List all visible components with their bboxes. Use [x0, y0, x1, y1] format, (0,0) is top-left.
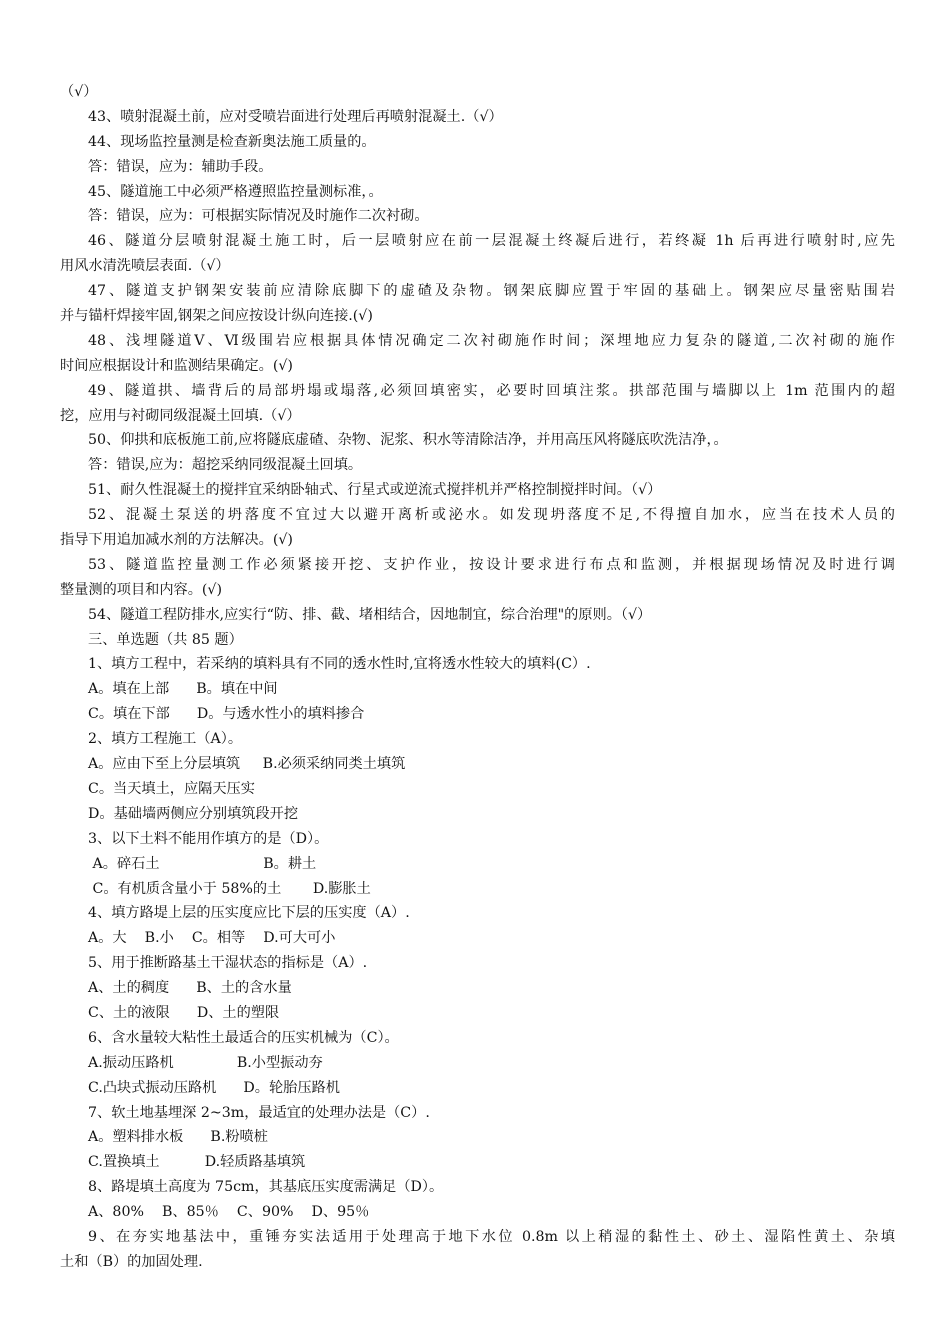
text-line: 53、隧道监控量测工作必须紧接开挖、支护作业，按设计要求进行布点和监测，并根据现场情况及时进行调 [88, 556, 895, 573]
text-line: （√） [60, 84, 98, 100]
text-line: 2、填方工程施工（A）。 [88, 731, 243, 748]
text-line: C。有机质含量小于 58%的土 D.膨胀土 [88, 880, 371, 897]
text-line: 52、混凝土泵送的坍落度不宜过大以避开离析或泌水。如发现坍落度不足,不得擅自加水，应当在技术人员的 [88, 507, 895, 524]
text-line: 挖，应用与衬砌同级混凝土回填.（√） [60, 407, 301, 424]
text-line: 43、喷射混凝土前，应对受喷岩面进行处理后再喷射混凝土.（√） [88, 108, 503, 125]
text-line: 答：错误,应为：超挖采纳同级混凝土回填。 [88, 457, 363, 474]
text-line: 整量测的项目和内容。(√) [60, 581, 222, 598]
text-line: A.振动压路机 B.小型振动夯 [88, 1054, 323, 1071]
text-line: 答：错误，应为：可根据实际情况及时施作二次衬砌。 [88, 208, 429, 225]
text-line: 3、以下土料不能用作填方的是（D）。 [88, 830, 329, 847]
text-line: A。大 B.小 C。相等 D.可大可小 [88, 930, 336, 947]
text-line: 6、含水量较大粘性土最适合的压实机械为（C）。 [88, 1029, 399, 1046]
text-line: 土和（B）的加固处理. [60, 1253, 203, 1270]
text-line: 7、软土地基埋深 2~3m，最适宜的处理办法是（C）. [88, 1104, 430, 1121]
text-line: A、80% B、85％ C、90% D、95％ [88, 1204, 370, 1221]
text-line: 51、耐久性混凝土的搅拌宜采纳卧轴式、行星式或逆流式搅拌机并严格控制搅拌时间。（√） [88, 482, 662, 499]
text-line: 1、填方工程中，若采纳的填料具有不同的透水性时,宜将透水性较大的填料(C）. [88, 656, 591, 673]
text-line: 9、在夯实地基法中，重锤夯实法适用于处理高于地下水位 0.8m 以上稍湿的黏性土、砂土、湿陷性黄土、杂填 [88, 1228, 895, 1245]
text-line: A。塑料排水板 B.粉喷桩 [88, 1129, 268, 1146]
text-line: 48、浅埋隧道Ⅴ、Ⅵ级围岩应根据具体情况确定二次衬砌施作时间；深埋地应力复杂的隧道,二次衬砌的施作 [88, 332, 895, 349]
text-line: A、土的稠度 B、土的含水量 [88, 980, 292, 997]
text-line: C.凸块式振动压路机 D。轮胎压路机 [88, 1079, 340, 1096]
text-line: 50、仰拱和底板施工前,应将隧底虚碴、杂物、泥浆、积水等清除洁净，并用高压风将隧底吹洗洁净，。 [88, 432, 728, 449]
text-line: A。填在上部 B。填在中间 [88, 681, 278, 698]
text-line: 47、隧道支护钢架安装前应清除底脚下的虚碴及杂物。钢架底脚应置于牢固的基础上。钢架应尽量密贴围岩 [88, 283, 895, 300]
text-line: 45、隧道施工中必须严格遵照监控量测标准，。 [88, 183, 383, 200]
section-heading: 三、单选题（共 85 题） [88, 631, 243, 648]
text-line: C。当天填土，应隔天压实 [88, 780, 255, 797]
text-line: 时间应根据设计和监测结果确定。(√) [60, 357, 293, 374]
text-line: A。碎石土 B。耕土 [88, 855, 317, 872]
text-line: 49、隧道拱、墙背后的局部坍塌或塌落,必须回填密实，必要时回填注浆。拱部范围与墙脚以上 1m 范围内的超 [88, 382, 895, 399]
text-line: C。填在下部 D。与透水性小的填料掺合 [88, 706, 365, 723]
text-line: 8、路堤填土高度为 75cm，其基底压实度需满足（D）。 [88, 1179, 444, 1196]
text-line: 答：错误，应为：辅助手段。 [88, 158, 273, 175]
text-line: 并与锚杆焊接牢固,钢架之间应按设计纵向连接.(√) [60, 308, 373, 325]
text-line: 指导下用追加减水剂的方法解决。(√) [60, 532, 293, 549]
text-line: A。应由下至上分层填筑 B.必须采纳同类土填筑 [88, 756, 406, 773]
text-line: C.置换填土 D.轻质路基填筑 [88, 1154, 306, 1171]
text-line: 5、用于推断路基土干湿状态的指标是（A）. [88, 955, 368, 972]
text-line: 用风水清洗喷层表面.（√） [60, 258, 230, 275]
text-line: 54、隧道工程防排水,应实行“防、排、截、堵相结合，因地制宜，综合治理"的原则。（√） [88, 606, 652, 623]
text-line: 44、现场监控量测是检查新奥法施工质量的。 [88, 133, 376, 150]
text-line: 4、填方路堤上层的压实度应比下层的压实度（A）. [88, 905, 410, 922]
text-line: 46、隧道分层喷射混凝土施工时，后一层喷射应在前一层混凝土终凝后进行，若终凝 1h 后再进行喷射时,应先 [88, 233, 895, 250]
text-line: D。基础墙两侧应分别填筑段开挖 [88, 805, 299, 822]
text-line: C、土的液限 D、土的塑限 [88, 1004, 280, 1021]
document-body [60, 80, 895, 1275]
